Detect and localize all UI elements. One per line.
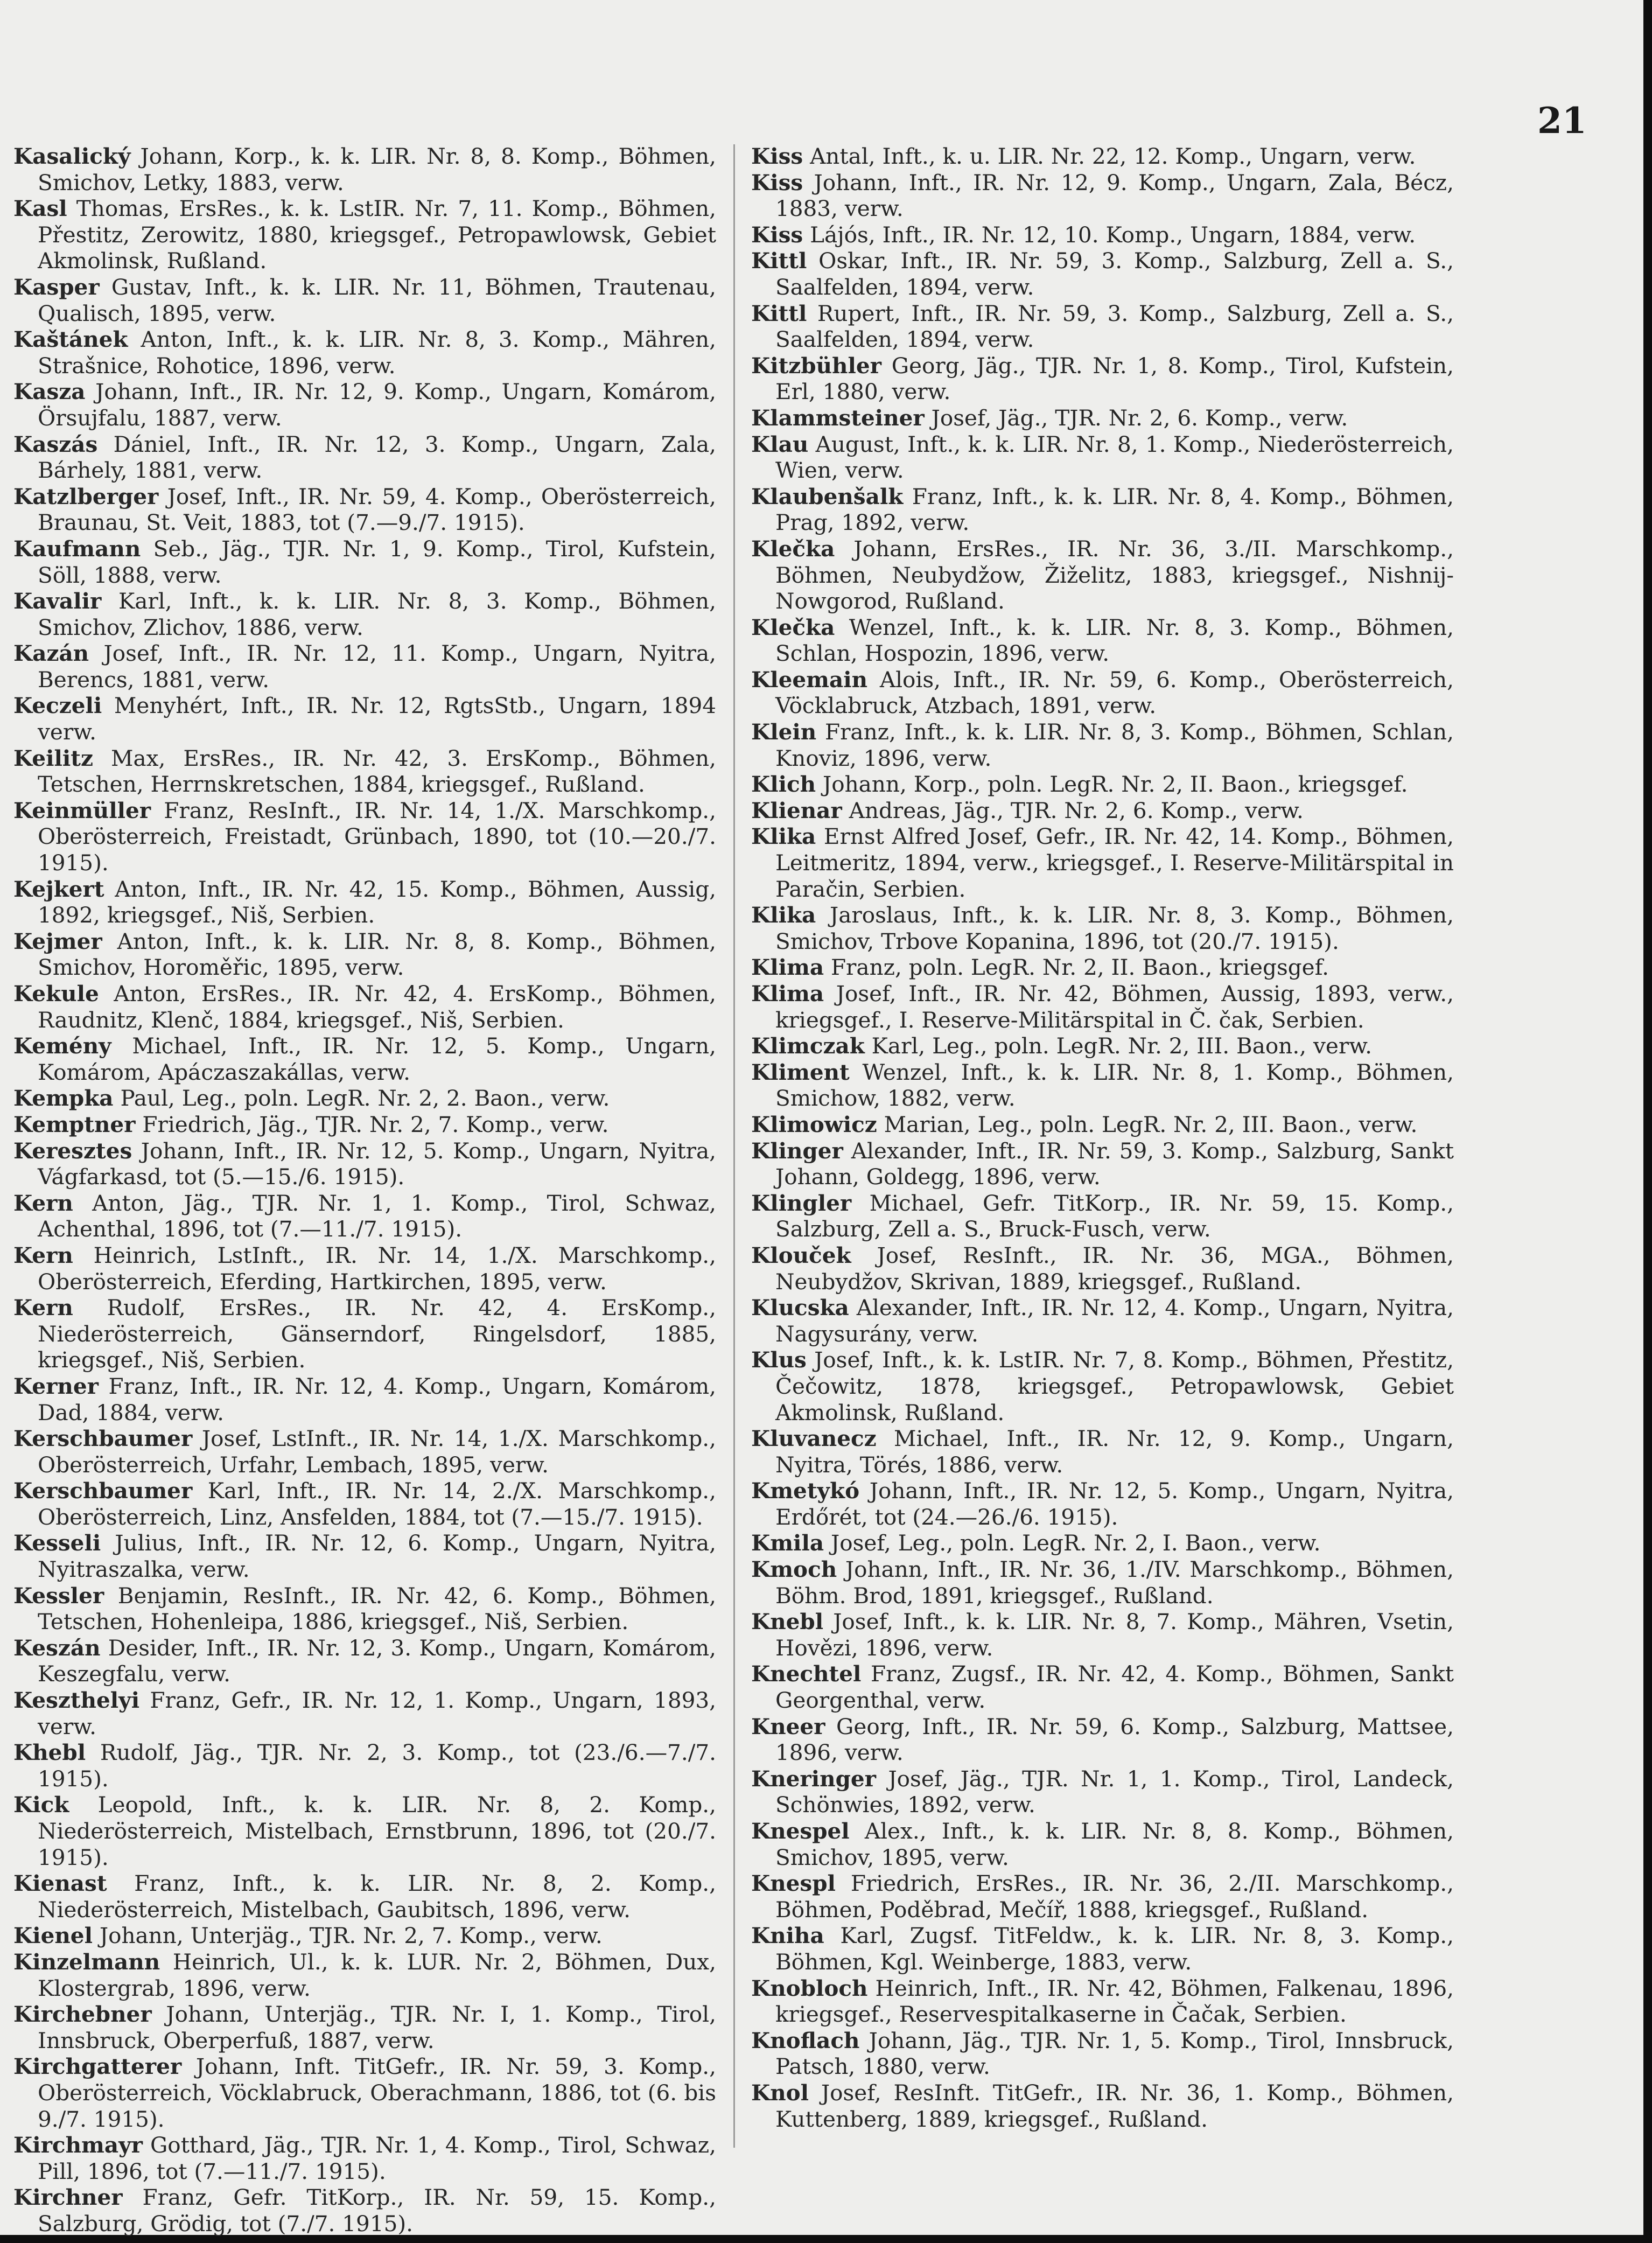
entry-details: Oskar, Inft., IR. Nr. 59, 3. Komp., Salzburg, Zell a. S., Saalfelden, 1894, verw. xyxy=(775,248,1454,300)
entry-surname: Klimczak xyxy=(751,1033,865,1059)
list-entry xyxy=(13,2053,716,2132)
entry-surname: Kick xyxy=(13,1792,69,1818)
entry-details: Karl, Zugsf. TitFeldw., k. k. LIR. Nr. 8, 3. Komp., Böhmen, Kgl. Weinberge, 1883, verw. xyxy=(775,1923,1454,1975)
entry-details: Ernst Alfred Josef, Gefr., IR. Nr. 42, 14. Komp., Böhmen, Leitmeritz, 1894, verw., kriegsgef., I. Reserve-Militärspital in Paračin, Serbien. xyxy=(775,823,1454,902)
list-entry xyxy=(13,2132,716,2184)
entry-details: Anton, Inft., k. k. LIR. Nr. 8, 3. Komp., Mähren, Strašnice, Rohotice, 1896, verw. xyxy=(38,326,716,379)
list-entry xyxy=(13,981,716,1033)
entry-details: Johann, Inft., IR. Nr. 12, 9. Komp., Ungarn, Zala, Bécz, 1883, verw. xyxy=(775,169,1454,222)
list-entry xyxy=(13,928,716,981)
list-entry xyxy=(751,1609,1454,1661)
left-column xyxy=(13,143,716,2237)
entry-surname: Knol xyxy=(751,2079,809,2106)
entry-surname: Kaufmann xyxy=(13,535,141,562)
entry-surname: Katzlberger xyxy=(13,483,159,509)
entry-surname: Kemény xyxy=(13,1033,111,1059)
entry-details: Franz, Gefr., IR. Nr. 12, 1. Komp., Ungarn, 1893, verw. xyxy=(38,1687,716,1739)
entry-surname: Khebl xyxy=(13,1739,86,1766)
entry-surname: Knebl xyxy=(751,1609,824,1635)
list-entry xyxy=(13,326,716,379)
entry-details: Josef, ResInft., IR. Nr. 36, MGA., Böhmen, Neubydžov, Skrivan, 1889, kriegsgef., Rußland. xyxy=(775,1242,1454,1295)
entry-details: Andreas, Jäg., TJR. Nr. 2, 6. Komp., verw. xyxy=(849,797,1304,823)
entry-details: Alex., Inft., k. k. LIR. Nr. 8, 8. Komp., Böhmen, Smichov, 1895, verw. xyxy=(775,1818,1454,1870)
entry-surname: Kirchmayr xyxy=(13,2132,143,2158)
entry-details: Rupert, Inft., IR. Nr. 59, 3. Komp., Salzburg, Zell a. S., Saalfelden, 1894, verw. xyxy=(775,300,1454,353)
entry-surname: Kittl xyxy=(751,300,807,326)
entry-surname: Kempka xyxy=(13,1085,114,1112)
entry-details: Gustav, Inft., k. k. LIR. Nr. 11, Böhmen, Trautenau, Qualisch, 1895, verw. xyxy=(38,274,716,326)
list-entry xyxy=(751,222,1454,248)
list-entry xyxy=(751,1714,1454,1766)
entry-details: Johann, Unterjäg., TJR. Nr. I, 1. Komp., Tirol, Innsbruck, Oberperfuß, 1887, verw. xyxy=(38,2001,717,2053)
entry-details: Franz, Inft., k. k. LIR. Nr. 8, 4. Komp., Böhmen, Prag, 1892, verw. xyxy=(775,483,1454,536)
entry-details: Karl, Leg., poln. LegR. Nr. 2, III. Baon., verw. xyxy=(871,1033,1372,1059)
right-column xyxy=(751,143,1454,2132)
entry-surname: Kerner xyxy=(13,1373,99,1399)
entry-surname: Knoflach xyxy=(751,2027,860,2053)
entry-surname: Kerschbaumer xyxy=(13,1478,193,1504)
entry-surname: Klus xyxy=(751,1347,807,1373)
entry-surname: Klaubenšalk xyxy=(751,483,904,509)
entry-details: Anton, ErsRes., IR. Nr. 42, 4. ErsKomp., Böhmen, Raudnitz, Klenč, 1884, kriegsgef., Niš, Serbien. xyxy=(38,981,717,1033)
list-entry xyxy=(751,1766,1454,1818)
list-entry xyxy=(751,1138,1454,1190)
entry-surname: Keilitz xyxy=(13,745,93,771)
list-entry xyxy=(751,1347,1454,1426)
list-entry xyxy=(751,798,1454,824)
list-entry xyxy=(751,2028,1454,2080)
list-entry xyxy=(751,170,1454,222)
page-number: 21 xyxy=(1537,100,1587,142)
entry-surname: Knobloch xyxy=(751,1975,868,2001)
entry-surname: Klucska xyxy=(751,1295,849,1321)
entry-details: Michael, Inft., IR. Nr. 12, 9. Komp., Ungarn, Nyitra, Törés, 1886, verw. xyxy=(775,1426,1454,1478)
entry-details: Alexander, Inft., IR. Nr. 59, 3. Komp., Salzburg, Sankt Johann, Goldegg, 1896, verw. xyxy=(775,1137,1454,1190)
entry-details: Desider, Inft., IR. Nr. 12, 3. Komp., Ungarn, Komárom, Keszegfalu, verw. xyxy=(38,1634,717,1687)
list-entry xyxy=(13,195,716,274)
entry-surname: Kazán xyxy=(13,640,89,667)
list-entry xyxy=(751,981,1454,1033)
entry-surname: Kern xyxy=(13,1295,73,1321)
entry-details: Johann, Korp., poln. LegR. Nr. 2, II. Baon., kriegsgef. xyxy=(822,771,1408,798)
entry-details: Alexander, Inft., IR. Nr. 12, 4. Komp., Ungarn, Nyitra, Nagysurány, verw. xyxy=(775,1295,1454,1347)
list-entry xyxy=(751,1556,1454,1609)
list-entry xyxy=(13,588,716,640)
entry-details: Johann, Korp., k. k. LIR. Nr. 8, 8. Komp., Böhmen, Smichov, Letky, 1883, verw. xyxy=(38,143,717,195)
list-entry xyxy=(751,431,1454,484)
entry-surname: Keszán xyxy=(13,1634,101,1661)
entry-details: Anton, Jäg., TJR. Nr. 1, 1. Komp., Tirol, Schwaz, Achenthal, 1896, tot (7.—11./7. 1915). xyxy=(38,1190,717,1242)
entry-details: Johann, Inft. TitGefr., IR. Nr. 59, 3. Komp., Oberösterreich, Vöcklabruck, Oberachmann, 1886, tot (6. bis 9./7. 1915). xyxy=(38,2053,717,2132)
entry-details: Rudolf, Jäg., TJR. Nr. 2, 3. Komp., tot (23./6.—7./7. 1915). xyxy=(38,1739,716,1792)
column-divider xyxy=(733,144,735,2148)
entry-details: Alois, Inft., IR. Nr. 59, 6. Komp., Oberösterreich, Vöcklabruck, Atzbach, 1891, verw. xyxy=(775,666,1454,719)
list-entry xyxy=(13,1870,716,1923)
entry-surname: Kern xyxy=(13,1242,73,1268)
entry-surname: Keczeli xyxy=(13,693,102,719)
entry-details: Menyhért, Inft., IR. Nr. 12, RgtsStb., Ungarn, 1894 verw. xyxy=(38,693,717,745)
list-entry xyxy=(751,1112,1454,1138)
list-entry xyxy=(13,798,716,876)
entry-details: Karl, Inft., k. k. LIR. Nr. 8, 3. Komp., Böhmen, Smichov, Zlichov, 1886, verw. xyxy=(38,588,716,640)
list-entry xyxy=(751,1295,1454,1347)
entry-details: Johann, Inft., IR. Nr. 12, 9. Komp., Ungarn, Komárom, Örsujfalu, 1887, verw. xyxy=(38,379,717,431)
list-entry xyxy=(751,405,1454,431)
entry-surname: Kinzelmann xyxy=(13,1948,160,1975)
entry-details: Rudolf, ErsRes., IR. Nr. 42, 4. ErsKomp., Niederösterreich, Gänserndorf, Ringelsdorf, 1885, kriegsgef., Niš, Serbien. xyxy=(38,1295,717,1373)
list-entry xyxy=(751,1242,1454,1295)
list-entry xyxy=(751,484,1454,536)
list-entry xyxy=(751,1059,1454,1112)
entry-surname: Klima xyxy=(751,981,824,1007)
list-entry xyxy=(751,719,1454,771)
entry-surname: Kluvanecz xyxy=(751,1426,877,1452)
list-entry xyxy=(13,1426,716,1478)
list-entry xyxy=(751,353,1454,405)
list-entry xyxy=(13,1242,716,1295)
entry-details: Leopold, Inft., k. k. LIR. Nr. 8, 2. Komp., Niederösterreich, Mistelbach, Ernstbrunn, 1896, tot (20./7. 1915). xyxy=(38,1792,716,1870)
entry-details: Friedrich, Jäg., TJR. Nr. 2, 7. Komp., verw. xyxy=(142,1111,609,1137)
entry-details: Julius, Inft., IR. Nr. 12, 6. Komp., Ungarn, Nyitra, Nyitraszalka, verw. xyxy=(38,1530,716,1583)
list-entry xyxy=(13,2184,716,2237)
list-entry xyxy=(13,379,716,431)
entry-surname: Klingler xyxy=(751,1190,852,1216)
entry-details: Lájós, Inft., IR. Nr. 12, 10. Komp., Ungarn, 1884, verw. xyxy=(810,221,1416,248)
entry-surname: Kemptner xyxy=(13,1111,136,1137)
list-entry xyxy=(751,823,1454,902)
list-entry xyxy=(13,2001,716,2053)
entry-details: Franz, poln. LegR. Nr. 2, II. Baon., kriegsgef. xyxy=(830,954,1329,981)
entry-details: Anton, Inft., k. k. LIR. Nr. 8, 8. Komp., Böhmen, Smichov, Horoměřic, 1895, verw. xyxy=(38,928,717,981)
list-entry xyxy=(13,1739,716,1792)
entry-surname: Kiss xyxy=(751,221,803,248)
entry-surname: Kasalický xyxy=(13,143,131,169)
list-entry xyxy=(751,536,1454,614)
list-entry xyxy=(751,1478,1454,1530)
list-entry xyxy=(13,1033,716,1085)
entry-details: Franz, Gefr. TitKorp., IR. Nr. 59, 15. Komp., Salzburg, Grödig, tot (7./7. 1915). xyxy=(38,2184,716,2237)
entry-details: Friedrich, ErsRes., IR. Nr. 36, 2./II. Marschkomp., Böhmen, Poděbrad, Mečíř, 1888, kriegsgef., Rußland. xyxy=(775,1870,1454,1923)
entry-details: Thomas, ErsRes., k. k. LstIR. Nr. 7, 11. Komp., Böhmen, Přestitz, Zerowitz, 1880, kriegsgef., Petropawlowsk, Gebiet Akmolinsk, Rußland. xyxy=(38,195,716,274)
list-entry xyxy=(13,431,716,484)
entry-surname: Kmila xyxy=(751,1530,824,1556)
entry-surname: Klečka xyxy=(751,535,835,562)
list-entry xyxy=(13,1635,716,1687)
list-entry xyxy=(751,1975,1454,2028)
entry-surname: Kavalir xyxy=(13,588,102,614)
entry-surname: Kittl xyxy=(751,248,807,274)
entry-details: Anton, Inft., IR. Nr. 42, 15. Komp., Böhmen, Aussig, 1892, kriegsgef., Niš, Serbien. xyxy=(38,876,717,928)
list-entry xyxy=(13,693,716,745)
list-entry xyxy=(751,771,1454,798)
list-entry xyxy=(751,954,1454,981)
entry-surname: Klika xyxy=(751,823,816,850)
list-entry xyxy=(751,1818,1454,1870)
entry-details: Franz, Inft., k. k. LIR. Nr. 8, 3. Komp., Böhmen, Schlan, Knoviz, 1896, verw. xyxy=(775,719,1454,771)
entry-details: Josef, Inft., k. k. LstIR. Nr. 7, 8. Komp., Böhmen, Přestitz, Čečowitz, 1878, kriegsgef., Petropawlowsk, Gebiet Akmolinsk, Rußland. xyxy=(775,1347,1454,1426)
entry-surname: Kmetykó xyxy=(751,1478,860,1504)
list-entry xyxy=(13,484,716,536)
entry-surname: Kasper xyxy=(13,274,100,300)
list-entry xyxy=(13,876,716,928)
entry-details: Michael, Gefr. TitKorp., IR. Nr. 59, 15. Komp., Salzburg, Zell a. S., Bruck-Fusch, verw. xyxy=(775,1190,1454,1242)
entry-surname: Kmoch xyxy=(751,1556,837,1583)
entry-details: Josef, Inft., k. k. LIR. Nr. 8, 7. Komp., Mähren, Vsetin, Hovězi, 1896, verw. xyxy=(775,1609,1454,1661)
list-entry xyxy=(751,1923,1454,1975)
entry-surname: Kirchebner xyxy=(13,2001,152,2028)
entry-details: Johann, Inft., IR. Nr. 12, 5. Komp., Ungarn, Nyitra, Vágfarkasd, tot (5.—15./6. 1915). xyxy=(38,1137,717,1190)
entry-surname: Kekule xyxy=(13,981,99,1007)
list-entry xyxy=(13,1190,716,1242)
list-entry xyxy=(13,1687,716,1739)
entry-details: Heinrich, Ul., k. k. LUR. Nr. 2, Böhmen, Dux, Klostergrab, 1896, verw. xyxy=(38,1948,716,2001)
list-entry xyxy=(13,745,716,798)
entry-details: Dániel, Inft., IR. Nr. 12, 3. Komp., Ungarn, Zala, Bárhely, 1881, verw. xyxy=(38,431,716,484)
entry-details: Heinrich, Inft., IR. Nr. 42, Böhmen, Falkenau, 1896, kriegsgef., Reservespitalkaserne in Čačak, Serbien. xyxy=(775,1975,1454,2028)
entry-details: Karl, Inft., IR. Nr. 14, 2./X. Marschkomp., Oberösterreich, Linz, Ansfelden, 1884, tot (7.—15./7. 1915). xyxy=(38,1478,716,1530)
entry-surname: Kaszás xyxy=(13,431,98,457)
entry-details: Max, ErsRes., IR. Nr. 42, 3. ErsKomp., Böhmen, Tetschen, Herrnskretschen, 1884, kriegsgef., Rußland. xyxy=(38,745,716,798)
entry-details: Josef, Leg., poln. LegR. Nr. 2, I. Baon., verw. xyxy=(830,1530,1321,1556)
entry-details: Antal, Inft., k. u. LIR. Nr. 22, 12. Komp., Ungarn, verw. xyxy=(810,143,1416,169)
entry-details: Johann, ErsRes., IR. Nr. 36, 3./II. Marschkomp., Böhmen, Neubydžow, Žiželitz, 1883, kriegsgef., Nishnij-Nowgorod, Rußland. xyxy=(775,535,1454,614)
entry-details: Franz, ResInft., IR. Nr. 14, 1./X. Marschkomp., Oberösterreich, Freistadt, Grünbach, 1890, tot (10.—20./7. 1915). xyxy=(38,797,717,876)
entry-details: Josef, Inft., IR. Nr. 12, 11. Komp., Ungarn, Nyitra, Berencs, 1881, verw. xyxy=(38,640,716,693)
entry-surname: Keszthelyi xyxy=(13,1687,140,1714)
entry-details: Wenzel, Inft., k. k. LIR. Nr. 8, 1. Komp., Böhmen, Smichow, 1882, verw. xyxy=(775,1059,1454,1112)
list-entry xyxy=(13,1792,716,1870)
list-entry xyxy=(13,274,716,326)
list-entry xyxy=(13,1085,716,1112)
list-entry xyxy=(13,536,716,588)
entry-surname: Kienel xyxy=(13,1923,93,1949)
list-entry xyxy=(751,2080,1454,2132)
entry-details: Josef, Inft., IR. Nr. 42, Böhmen, Aussig, 1893, verw., kriegsgef., I. Reserve-Militärspital in Č. čak, Serbien. xyxy=(775,981,1454,1033)
list-entry xyxy=(751,143,1454,170)
entry-details: Gotthard, Jäg., TJR. Nr. 1, 4. Komp., Tirol, Schwaz, Pill, 1896, tot (7.—11./7. 1915). xyxy=(38,2132,717,2184)
entry-surname: Kessler xyxy=(13,1582,104,1609)
list-entry xyxy=(13,1949,716,2001)
entry-surname: Kneringer xyxy=(751,1765,877,1792)
list-entry xyxy=(13,1373,716,1426)
entry-surname: Kejmer xyxy=(13,928,102,954)
entry-surname: Klich xyxy=(751,771,816,798)
entry-details: Josef, Jäg., TJR. Nr. 2, 6. Komp., verw. xyxy=(931,404,1348,431)
entry-details: Johann, Inft., IR. Nr. 36, 1./IV. Marschkomp., Böhmen, Böhm. Brod, 1891, kriegsgef., Rußland. xyxy=(775,1556,1454,1609)
list-entry xyxy=(13,143,716,195)
entry-surname: Kerschbaumer xyxy=(13,1426,193,1452)
list-entry xyxy=(751,1870,1454,1923)
entry-details: Georg, Inft., IR. Nr. 59, 6. Komp., Salzburg, Mattsee, 1896, verw. xyxy=(775,1713,1454,1766)
entry-surname: Kiss xyxy=(751,143,803,169)
entry-surname: Klečka xyxy=(751,614,835,640)
entry-details: Georg, Jäg., TJR. Nr. 1, 8. Komp., Tirol, Kufstein, Erl, 1880, verw. xyxy=(775,352,1454,405)
entry-details: Jaroslaus, Inft., k. k. LIR. Nr. 8, 3. Komp., Böhmen, Smichov, Trbove Kopanina, 1896, tot (20./7. 1915). xyxy=(775,902,1454,954)
list-entry xyxy=(13,640,716,693)
entry-details: Josef, Jäg., TJR. Nr. 1, 1. Komp., Tirol, Landeck, Schönwies, 1892, verw. xyxy=(775,1765,1454,1818)
entry-surname: Kasl xyxy=(13,195,67,222)
list-entry xyxy=(751,902,1454,954)
entry-surname: Kneer xyxy=(751,1713,825,1739)
entry-details: Wenzel, Inft., k. k. LIR. Nr. 8, 3. Komp., Böhmen, Schlan, Hospozin, 1896, verw. xyxy=(775,614,1454,667)
list-entry xyxy=(13,1583,716,1635)
list-entry xyxy=(751,1530,1454,1556)
entry-surname: Kitzbühler xyxy=(751,352,881,379)
entry-surname: Knechtel xyxy=(751,1661,862,1687)
list-entry xyxy=(751,614,1454,667)
entry-surname: Kaštánek xyxy=(13,326,128,353)
entry-details: Johann, Inft., IR. Nr. 12, 5. Komp., Ungarn, Nyitra, Erdőrét, tot (24.—26./6. 1915). xyxy=(775,1478,1454,1530)
entry-details: Josef, Inft., IR. Nr. 59, 4. Komp., Oberösterreich, Braunau, St. Veit, 1883, tot (7.—9./7. 1915). xyxy=(38,483,716,536)
entry-details: Josef, LstInft., IR. Nr. 14, 1./X. Marschkomp., Oberösterreich, Urfahr, Lembach, 1895, verw. xyxy=(38,1426,716,1478)
entry-surname: Kirchner xyxy=(13,2184,123,2211)
entry-details: Michael, Inft., IR. Nr. 12, 5. Komp., Ungarn, Komárom, Apáczaszakállas, verw. xyxy=(38,1033,716,1085)
entry-details: Johann, Jäg., TJR. Nr. 1, 5. Komp., Tirol, Innsbruck, Patsch, 1880, verw. xyxy=(775,2027,1454,2080)
entry-details: August, Inft., k. k. LIR. Nr. 8, 1. Komp., Niederösterreich, Wien, verw. xyxy=(775,431,1454,484)
entry-surname: Knespel xyxy=(751,1818,850,1844)
entry-details: Johann, Unterjäg., TJR. Nr. 2, 7. Komp., verw. xyxy=(99,1923,603,1949)
list-entry xyxy=(751,1426,1454,1478)
entry-surname: Knespl xyxy=(751,1870,836,1897)
list-entry xyxy=(751,1661,1454,1713)
list-entry xyxy=(751,301,1454,353)
list-entry xyxy=(751,1033,1454,1059)
entry-surname: Klima xyxy=(751,954,824,981)
entry-details: Benjamin, ResInft., IR. Nr. 42, 6. Komp., Böhmen, Tetschen, Hohenleipa, 1886, kriegsgef., Niš, Serbien. xyxy=(38,1582,716,1635)
entry-surname: Klinger xyxy=(751,1137,843,1164)
entry-details: Marian, Leg., poln. LegR. Nr. 2, III. Baon., verw. xyxy=(884,1111,1418,1137)
entry-surname: Keresztes xyxy=(13,1137,132,1164)
entry-surname: Kasza xyxy=(13,379,86,405)
list-entry xyxy=(751,1190,1454,1242)
entry-surname: Klienar xyxy=(751,797,842,823)
entry-surname: Klein xyxy=(751,719,817,745)
entry-surname: Kniha xyxy=(751,1923,824,1949)
entry-surname: Kienast xyxy=(13,1870,107,1897)
entry-surname: Klimowicz xyxy=(751,1111,877,1137)
entry-details: Heinrich, LstInft., IR. Nr. 14, 1./X. Marschkomp., Oberösterreich, Eferding, Hartkirchen, 1895, verw. xyxy=(38,1242,716,1295)
list-entry xyxy=(13,1295,716,1373)
entry-surname: Klammsteiner xyxy=(751,404,925,431)
entry-surname: Keinmüller xyxy=(13,797,151,823)
entry-surname: Kejkert xyxy=(13,876,104,902)
entry-details: Josef, ResInft. TitGefr., IR. Nr. 36, 1. Komp., Böhmen, Kuttenberg, 1889, kriegsgef., Rußland. xyxy=(775,2079,1454,2132)
entry-surname: Kleemain xyxy=(751,666,868,693)
list-entry xyxy=(13,1112,716,1138)
list-entry xyxy=(13,1138,716,1190)
entry-surname: Kern xyxy=(13,1190,73,1216)
list-entry xyxy=(751,248,1454,300)
entry-surname: Kesseli xyxy=(13,1530,101,1556)
entry-details: Paul, Leg., poln. LegR. Nr. 2, 2. Baon., verw. xyxy=(120,1085,610,1112)
entry-details: Franz, Inft., k. k. LIR. Nr. 8, 2. Komp., Niederösterreich, Mistelbach, Gaubitsch, 1896, verw. xyxy=(38,1870,717,1923)
entry-surname: Kiss xyxy=(751,169,803,195)
list-entry xyxy=(751,667,1454,719)
entry-details: Franz, Zugsf., IR. Nr. 42, 4. Komp., Böhmen, Sankt Georgenthal, verw. xyxy=(775,1661,1454,1714)
entry-surname: Kliment xyxy=(751,1059,850,1085)
entry-surname: Klau xyxy=(751,431,809,457)
entry-surname: Klika xyxy=(751,902,816,928)
entry-surname: Klouček xyxy=(751,1242,851,1268)
list-entry xyxy=(13,1478,716,1530)
list-entry xyxy=(13,1530,716,1582)
entry-surname: Kirchgatterer xyxy=(13,2053,182,2080)
list-entry xyxy=(13,1923,716,1949)
entry-details: Seb., Jäg., TJR. Nr. 1, 9. Komp., Tirol, Kufstein, Söll, 1888, verw. xyxy=(38,535,717,588)
entry-details: Franz, Inft., IR. Nr. 12, 4. Komp., Ungarn, Komárom, Dad, 1884, verw. xyxy=(38,1373,716,1426)
